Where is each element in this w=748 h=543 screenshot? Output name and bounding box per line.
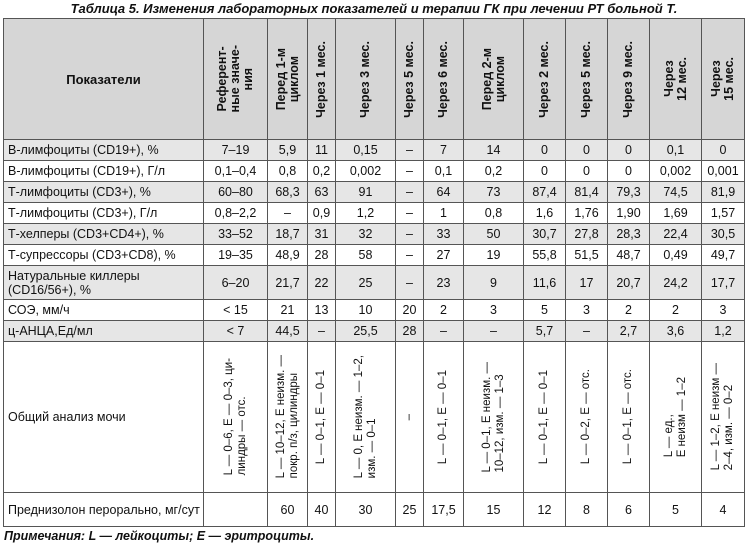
table-cell: 11	[308, 140, 336, 161]
table-cell: 25,5	[336, 321, 396, 342]
table-cell: 0,8	[464, 203, 524, 224]
table-cell: 3,6	[650, 321, 702, 342]
table-row	[4, 203, 745, 224]
table-cell: 30,5	[702, 224, 745, 245]
table-cell: –	[396, 140, 424, 161]
table-cell: 0,2	[308, 161, 336, 182]
header-row	[4, 19, 745, 140]
table-title: Таблица 5. Изменения лабораторных показателей и терапии ГК при лечении РТ больной Т.	[70, 1, 678, 16]
table-cell: 3	[702, 300, 745, 321]
table-cell: 0,8	[268, 161, 308, 182]
table-cell: 73	[464, 182, 524, 203]
urine-cell-text: L — 0–1, E неизм. — 10–12, изм. — 1–3	[480, 361, 506, 473]
table-row	[4, 161, 745, 182]
table-cell: 2,7	[608, 321, 650, 342]
row-label: ц-АНЦА,Ед/мл	[4, 321, 204, 342]
header-col-4: Через 5 мес.	[396, 19, 424, 140]
table-cell: 1	[424, 203, 464, 224]
table-cell: 87,4	[524, 182, 566, 203]
urine-label: Общий анализ мочи	[4, 342, 204, 493]
table-cell: 63	[308, 182, 336, 203]
urine-cell	[336, 342, 396, 493]
urine-cell-text: L — 0–2, E — отс.	[580, 369, 592, 465]
table-cell: –	[396, 245, 424, 266]
urine-cell	[464, 342, 524, 493]
table-cell: 3	[566, 300, 608, 321]
table-cell: 22	[308, 266, 336, 300]
prednisolone-cell: 40	[308, 493, 336, 527]
row-label: Т-лимфоциты (CD3+), Г/л	[4, 203, 204, 224]
table-cell: 1,76	[566, 203, 608, 224]
prednisolone-cell: 6	[608, 493, 650, 527]
table-cell: < 15	[204, 300, 268, 321]
table-cell: 27,8	[566, 224, 608, 245]
table-cell: 0	[608, 161, 650, 182]
table-row	[4, 300, 745, 321]
header-col-7: Через 2 мес.	[524, 19, 566, 140]
urine-cell-text: L — ед., E неизм — 1–2	[662, 376, 688, 458]
row-label: СОЭ, мм/ч	[4, 300, 204, 321]
table-cell: –	[424, 321, 464, 342]
table-row	[4, 245, 745, 266]
table-cell: 28,3	[608, 224, 650, 245]
table-cell: 0,15	[336, 140, 396, 161]
table-cell: 1,90	[608, 203, 650, 224]
table-cell: 6–20	[204, 266, 268, 300]
table-cell: 14	[464, 140, 524, 161]
table-cell: 44,5	[268, 321, 308, 342]
prednisolone-cell: 60	[268, 493, 308, 527]
header-col-11: Через 15 мес.	[702, 19, 745, 140]
prednisolone-cell: 12	[524, 493, 566, 527]
table-cell: 20	[396, 300, 424, 321]
table-row	[4, 182, 745, 203]
row-label: В-лимфоциты (CD19+), %	[4, 140, 204, 161]
prednisolone-cell: 4	[702, 493, 745, 527]
urine-row	[4, 342, 745, 493]
table-cell: 23	[424, 266, 464, 300]
table-cell: 2	[608, 300, 650, 321]
table-cell: 3	[464, 300, 524, 321]
urine-cell-text: L — 10–12, E неизм. — покр. п/з, цилиндры	[274, 355, 300, 479]
table-cell: 0,001	[702, 161, 745, 182]
table-cell: 33–52	[204, 224, 268, 245]
table-cell: 19–35	[204, 245, 268, 266]
table-cell: 0,49	[650, 245, 702, 266]
table-cell: 58	[336, 245, 396, 266]
table-cell: 1,69	[650, 203, 702, 224]
table-cell: 74,5	[650, 182, 702, 203]
table-row	[4, 266, 745, 300]
table-cell: 21,7	[268, 266, 308, 300]
table-cell: 48,7	[608, 245, 650, 266]
table-cell: 2	[650, 300, 702, 321]
table-cell: 0,002	[336, 161, 396, 182]
table-cell: 10	[336, 300, 396, 321]
urine-cell-text: L — 0–1, E — 0–1	[315, 369, 327, 465]
table-cell: 0	[608, 140, 650, 161]
header-col-8: Через 5 мес.	[566, 19, 608, 140]
prednisolone-cell: 30	[336, 493, 396, 527]
urine-cell-text: L — 1–2, E неизм — 2–4, изм. — 0–2	[710, 363, 735, 471]
table-cell: –	[308, 321, 336, 342]
urine-cell	[702, 342, 745, 493]
header-col-9: Через 9 мес.	[608, 19, 650, 140]
table-cell: 81,4	[566, 182, 608, 203]
table-cell: –	[396, 182, 424, 203]
table-cell: 21	[268, 300, 308, 321]
table-cell: 25	[336, 266, 396, 300]
table-cell: 7–19	[204, 140, 268, 161]
header-col-3: Через 3 мес.	[336, 19, 396, 140]
table-cell: 81,9	[702, 182, 745, 203]
table-cell: 31	[308, 224, 336, 245]
table-cell: 18,7	[268, 224, 308, 245]
prednisolone-row	[4, 493, 745, 527]
urine-cell	[396, 342, 424, 493]
table-cell: 9	[464, 266, 524, 300]
prednisolone-label: Преднизолон перорально, мг/сут	[4, 493, 204, 527]
table-row	[4, 224, 745, 245]
prednisolone-cell: 5	[650, 493, 702, 527]
table-cell: 0	[566, 161, 608, 182]
table-cell: –	[396, 266, 424, 300]
table-cell: 1,2	[702, 321, 745, 342]
row-label: Т-лимфоциты (CD3+), %	[4, 182, 204, 203]
table-cell: 5,7	[524, 321, 566, 342]
header-col-6: Перед 2-м циклом	[464, 19, 524, 140]
table-cell: 13	[308, 300, 336, 321]
urine-cell-text: L — 0, E неизм. — 1–2, изм. — 0–1	[352, 355, 378, 479]
header-col-2: Через 1 мес.	[308, 19, 336, 140]
header-col-0: Референт- ные значе- ния	[204, 19, 268, 140]
table-cell: 27	[424, 245, 464, 266]
header-col-5: Через 6 мес.	[424, 19, 464, 140]
header-col-1: Перед 1-м циклом	[268, 19, 308, 140]
urine-cell-text: L — 0–1, E — отс.	[622, 369, 634, 465]
urine-cell-text: –	[403, 413, 415, 421]
table-cell: 0	[524, 140, 566, 161]
table-cell: 1,57	[702, 203, 745, 224]
table-cell: 1,6	[524, 203, 566, 224]
urine-cell	[608, 342, 650, 493]
urine-cell	[204, 342, 268, 493]
table-cell: 0,002	[650, 161, 702, 182]
urine-cell-text: L — 0–1, E — 0–1	[437, 369, 449, 465]
table-cell: 51,5	[566, 245, 608, 266]
table-cell: 0,2	[464, 161, 524, 182]
table-cell: 19	[464, 245, 524, 266]
table-cell: 0	[702, 140, 745, 161]
table-cell: 79,3	[608, 182, 650, 203]
table-cell: 64	[424, 182, 464, 203]
urine-cell	[566, 342, 608, 493]
table-cell: 11,6	[524, 266, 566, 300]
table-cell: 28	[396, 321, 424, 342]
urine-cell	[650, 342, 702, 493]
urine-cell	[424, 342, 464, 493]
table-cell: 68,3	[268, 182, 308, 203]
table-cell: 1,2	[336, 203, 396, 224]
table-cell: 22,4	[650, 224, 702, 245]
table-cell: 55,8	[524, 245, 566, 266]
prednisolone-cell: 15	[464, 493, 524, 527]
table-cell: 0,8–2,2	[204, 203, 268, 224]
table-cell: 20,7	[608, 266, 650, 300]
table-cell: 48,9	[268, 245, 308, 266]
table-cell: –	[396, 224, 424, 245]
table-cell: –	[464, 321, 524, 342]
urine-cell	[524, 342, 566, 493]
table-cell: 0	[524, 161, 566, 182]
table-cell: 60–80	[204, 182, 268, 203]
urine-cell	[308, 342, 336, 493]
table-cell: 7	[424, 140, 464, 161]
table-cell: –	[396, 161, 424, 182]
table-cell: 0,9	[308, 203, 336, 224]
table-cell: 0,1–0,4	[204, 161, 268, 182]
table-cell: 17,7	[702, 266, 745, 300]
table-cell: 32	[336, 224, 396, 245]
row-label: Натуральные киллеры (CD16/56+), %	[4, 266, 204, 300]
table-cell: 0,1	[424, 161, 464, 182]
prednisolone-cell: 17,5	[424, 493, 464, 527]
header-indicator: Показатели	[4, 19, 204, 140]
table-cell: 33	[424, 224, 464, 245]
urine-cell	[268, 342, 308, 493]
table-cell: 0,1	[650, 140, 702, 161]
row-label: Т-супрессоры (CD3+CD8), %	[4, 245, 204, 266]
urine-cell-text: L — 0–6, E — 0–3, ци- линдры — отс.	[222, 358, 248, 476]
table-note: Примечания: L — лейкоциты; E — эритроциты.	[4, 529, 315, 543]
prednisolone-cell: 8	[566, 493, 608, 527]
table-cell: 2	[424, 300, 464, 321]
table-cell: 17	[566, 266, 608, 300]
row-label: В-лимфоциты (CD19+), Г/л	[4, 161, 204, 182]
table-row	[4, 140, 745, 161]
table-cell: < 7	[204, 321, 268, 342]
urine-cell-text: L — 0–1, E — 0–1	[538, 369, 550, 465]
table-cell: –	[566, 321, 608, 342]
table-cell: 91	[336, 182, 396, 203]
table-cell: 50	[464, 224, 524, 245]
table-cell: –	[268, 203, 308, 224]
table-cell: 28	[308, 245, 336, 266]
table-cell: 30,7	[524, 224, 566, 245]
prednisolone-cell: 25	[396, 493, 424, 527]
table-cell: 24,2	[650, 266, 702, 300]
lab-table	[3, 18, 745, 527]
table-cell: 5	[524, 300, 566, 321]
row-label: Т-хелперы (CD3+CD4+), %	[4, 224, 204, 245]
table-cell: 0	[566, 140, 608, 161]
header-col-10: Через 12 мес.	[650, 19, 702, 140]
table-cell: 5,9	[268, 140, 308, 161]
table-row	[4, 321, 745, 342]
prednisolone-cell	[204, 493, 268, 527]
table-cell: –	[396, 203, 424, 224]
table-cell: 49,7	[702, 245, 745, 266]
